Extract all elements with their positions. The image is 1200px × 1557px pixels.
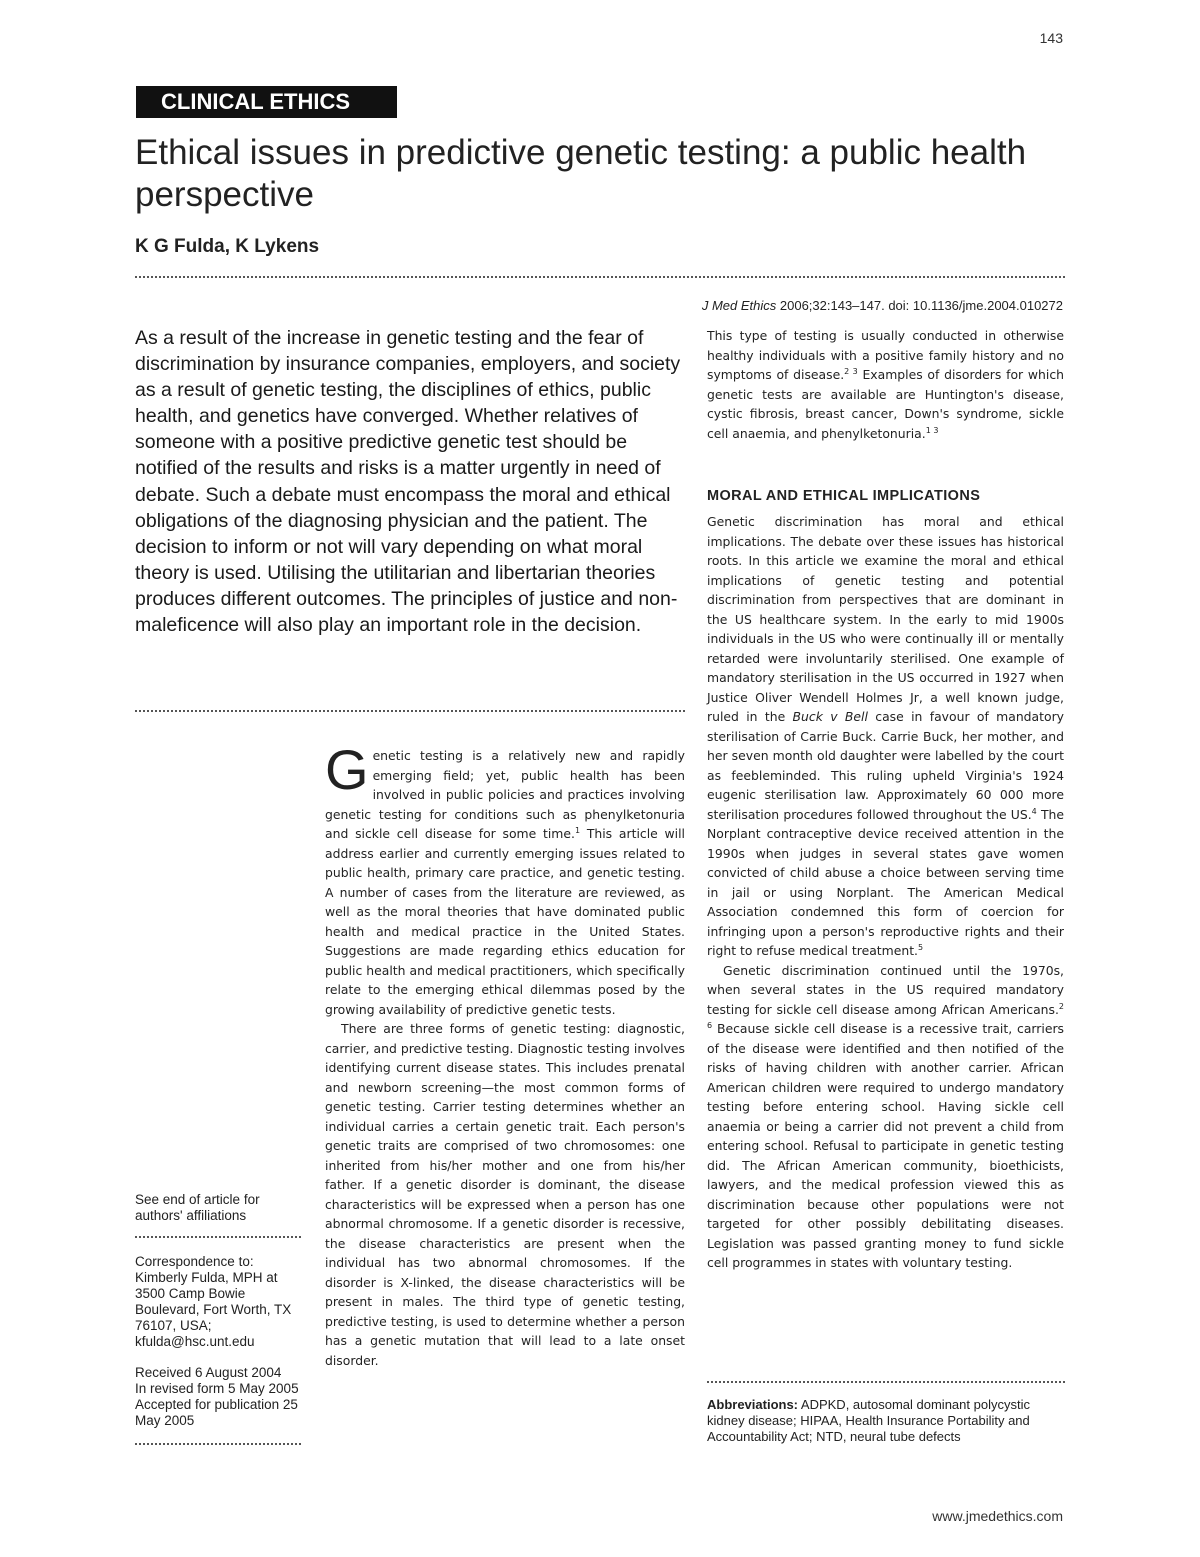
body-column-right <box>707 512 1064 1273</box>
drop-cap: G <box>325 738 369 801</box>
abstract-divider <box>135 710 685 712</box>
body-column-right-top <box>707 326 1064 443</box>
correspondence-block <box>135 1254 307 1350</box>
body-paragraph <box>707 326 1064 443</box>
reference-marker: 1 3 <box>925 425 939 435</box>
dates-block <box>135 1365 307 1429</box>
correspondence-label: Correspondence to: <box>135 1254 254 1269</box>
sidebar-divider-1 <box>135 1236 301 1238</box>
paragraph-text: enetic testing is a relatively new and rapidly emerging field; yet, public health has been involved in public policies and practices involving genetic testing for conditions such as phenylketonuria and sickle cell disease for some time. <box>325 748 685 841</box>
citation-journal: J Med Ethics <box>701 298 777 313</box>
revised-date: In revised form 5 May 2005 <box>135 1381 299 1396</box>
reference-marker: 1 <box>574 825 581 835</box>
citation <box>702 298 1063 313</box>
page-number: 143 <box>1039 30 1063 46</box>
body-paragraph: There are three forms of genetic testing: diagnostic, carrier, and predictive testing. Diagnostic testing involves identifying current disease states. This includes prenatal and newborn screening—the most common forms of genetic testing. Carrier testing determines whether an individual carries a certain genetic trait. Each person's genetic traits are comprised of two chromosomes: one inherited from his/her mother and one from his/her father. If a genetic disorder is dominant, the disease characteristics will be expressed when a person has one abnormal chromosome. If a genetic disorder is recessive, the disease characteristics are present when the individual has two abnormal chromosomes. If the disorder is X-linked, the disease characteristics will be present in males. The third type of genetic testing, predictive testing, is used to determine whether a person has a genetic mutation that will lead to a late onset disorder. <box>325 1021 685 1368</box>
paragraph-text: Because sickle cell disease is a recessive trait, carriers of the disease were identified and then notified of the risks of having children with another carrier. African American children were required to undergo mandatory testing before entering school. Having sickle cell anaemia or being a carrier did not prevent a child from entering school. Refusal to participate in genetic testing did. The African American community, bioethicists, lawyers, and the medical profession viewed this as discrimination because other populations were not targeted for other possibly debilitating diseases. Legislation was passed granting money to fund sickle cell programmes in states with voluntary testing. <box>707 1021 1064 1270</box>
citation-details: 2006;32:143–147. doi: 10.1136/jme.2004.010272 <box>776 298 1063 313</box>
case-name: Buck v Bell <box>792 709 868 724</box>
footer-url[interactable]: www.jmedethics.com <box>932 1508 1063 1524</box>
section-heading: MORAL AND ETHICAL IMPLICATIONS <box>707 488 981 504</box>
paragraph-text: Genetic discrimination has moral and ethical implications. The debate over these issues has historical roots. In this article we examine the moral and ethical implications of genetic testing and potential discrimination from perspectives that are dominant in the US healthcare system. In the early to mid 1900s individuals in the US who were continually ill or mentally retarded were involuntarily sterilised. One example of mandatory sterilisation in the US occurred in 1927 when Justice Oliver Wendell Holmes Jr, a well known judge, ruled in the <box>707 514 1064 724</box>
body-paragraph <box>707 512 1064 961</box>
body-paragraph <box>707 961 1064 1273</box>
accepted-date: Accepted for publication 25 May 2005 <box>135 1397 298 1428</box>
reference-marker: 4 <box>1031 806 1037 816</box>
body-column-middle <box>325 738 685 1370</box>
reference-marker: 2 3 <box>844 366 858 376</box>
abbreviations-label: Abbreviations: <box>707 1397 799 1412</box>
article-title: Ethical issues in predictive genetic testing: a public health perspective <box>135 133 1027 214</box>
abbreviations <box>707 1397 1065 1445</box>
affiliations-note: See end of article for authors' affiliations <box>135 1192 260 1223</box>
abbreviations-divider <box>707 1381 1065 1383</box>
paragraph-text: This article will address earlier and currently emerging issues related to public health, primary care practice, and genetic testing. A number of cases from the literature are reviewed, as well as the moral theories that have dominated public health and medical practice in the United States. Suggestions are made regarding ethics education for public health and medical practitioners, which specifically relate to the emerging ethical dilemmas posed by the growing availability of predictive genetic tests. <box>325 826 685 1017</box>
correspondence-address: Kimberly Fulda, MPH at 3500 Camp Bowie Boulevard, Fort Worth, TX 76107, USA; kfulda@hsc.unt.edu <box>135 1270 292 1349</box>
received-date: Received 6 August 2004 <box>135 1365 282 1380</box>
header-divider <box>135 276 1065 278</box>
paragraph-text: The Norplant contraceptive device received attention in the 1990s when judges in several states gave women convicted of child abuse a choice between serving time in jail or using Norplant. The American Medical Association condemned this form of coercion for infringing upon a person's reproductive rights and their right to refuse medical treatment. <box>707 806 1065 958</box>
abbreviations-text: ADPKD, autosomal dominant polycystic kidney disease; HIPAA, Health Insurance Portability and Accountability Act; NTD, neural tube defects <box>707 1397 1030 1444</box>
abstract: As a result of the increase in genetic testing and the fear of discrimination by insurance companies, employers, and society as a result of genetic testing, the disciplines of ethics, public health, and genetics have converged. Whether relatives of someone with a positive predictive genetic test should be notified of the results and risks is a matter urgently in need of debate. Such a debate must encompass the moral and ethical obligations of the diagnosing physician and the patient. The decision to inform or not will vary depending on what moral theory is used. Utilising the utilitarian and libertarian theories produces different outcomes. The principles of justice and non-maleficence will also play an important role in the decision. <box>135 327 681 637</box>
body-paragraph <box>325 738 685 1019</box>
paragraph-text: Genetic discrimination continued until the 1970s, when several states in the US required mandatory testing for sickle cell disease among African Americans. <box>707 962 1064 1017</box>
paragraph-text: case in favour of mandatory sterilisation of Carrie Buck. Carrie Buck, her mother, and her seven month old daughter were labelled by the court as feebleminded. This ruling upheld Virginia's 1924 eugenic sterilisation law. Approximately 60 000 more sterilisation procedures followed throughout the US. <box>707 709 1065 822</box>
sidebar-divider-2 <box>135 1443 301 1445</box>
paragraph-text: Examples of disorders for which genetic tests are available are Huntington's disease, cystic fibrosis, breast cancer, Down's syndrome, sickle cell anaemia, and phenylketonuria. <box>707 367 1064 441</box>
reference-marker: 2 6 <box>707 1001 1064 1030</box>
section-banner: CLINICAL ETHICS <box>136 86 397 118</box>
reference-marker: 5 <box>918 942 924 952</box>
paragraph-text: This type of testing is usually conducted in otherwise healthy individuals with a positive family history and no symptoms of disease. <box>707 328 1064 382</box>
authors: K G Fulda, K Lykens <box>135 236 320 257</box>
